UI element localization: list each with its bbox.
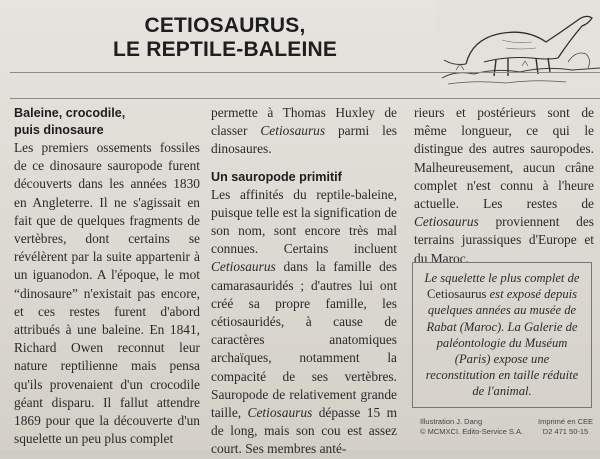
paragraph-continuation: permette à Thomas Huxley de classer Cetiosaurus parmi les dinosaures. (211, 105, 397, 157)
column-3 (414, 104, 594, 268)
dinosaur-sketch-icon (436, 0, 600, 92)
section-heading-1-line-1: Baleine, crocodile, (14, 106, 126, 120)
paragraph-history: Les premiers ossements fossiles de ce dinosaure sauropode furent découverts dans les années 1830 en Angleterre. Il ne s'agissait en fait que de quelques fragments de vertèbres, dont certains se révélèrent par la suite appartenir à un iguanodon. A l'époque, le mot “dinosaure” n'existait pas encore, et ces restes furent d'abord attribués à une baleine. En 1841, Richard Owen reconnut leur nature reptilienne mais pensa qu'ils provenaient d'un crocodile géant disparu. Il fallut attendre 1869 pour que la découverte d'un squelette un peu plus complet (14, 140, 200, 447)
section-heading-1-line-2: puis dinosaure (14, 123, 104, 137)
column-2 (211, 104, 397, 459)
column-1 (14, 105, 200, 448)
title-line-2: LE REPTILE-BALEINE (112, 38, 338, 61)
paragraph-classification: Les affinités du reptile-baleine, puisque telle est la signification de son nom, sont encore très mal connues. Certains incluent Cetiosaurus dans la famille des camarasauridés ; d'autres lui ont créé sa propre famille, les cétiosauridés, à cause de caractères anatomiques archaïques, notamment la compacité de ses vertèbres. Sauropode de relativement grande taille, Cetiosaurus dépasse 15 m de long, mais son cou est assez court. Ses membres anté- (211, 186, 397, 457)
credits-print: Imprimé en CEE D2 471 50-15 (538, 417, 594, 436)
info-box: Le squelette le plus complet de Cetiosaurus est exposé depuis quelques années au musée de Rabat (Maroc). La Galerie de paléontologie du Muséum (Paris) expose une reconstitution en taille réduite de l'animal. (412, 262, 592, 408)
rule-top (10, 72, 600, 73)
rule-bottom (10, 98, 600, 99)
credits-illustration: Illustration J. Dang © MCMXCI. Edito-Service S.A. (420, 417, 524, 436)
section-heading-1 (14, 105, 200, 139)
title-line-1: CETIOSAURUS, (144, 14, 306, 37)
page-title (60, 14, 390, 62)
paragraph-description: rieurs et postérieurs sont de même longueur, ce qui le distingue des autres sauropodes. Malheureusement, aucun crâne complet n'est connu à l'heure actuelle. Les restes de Cetiosaurus proviennent des terrains jurassiques d'Europe et du Maroc. (414, 105, 594, 266)
section-heading-2: Un sauropode primitif (211, 169, 342, 184)
